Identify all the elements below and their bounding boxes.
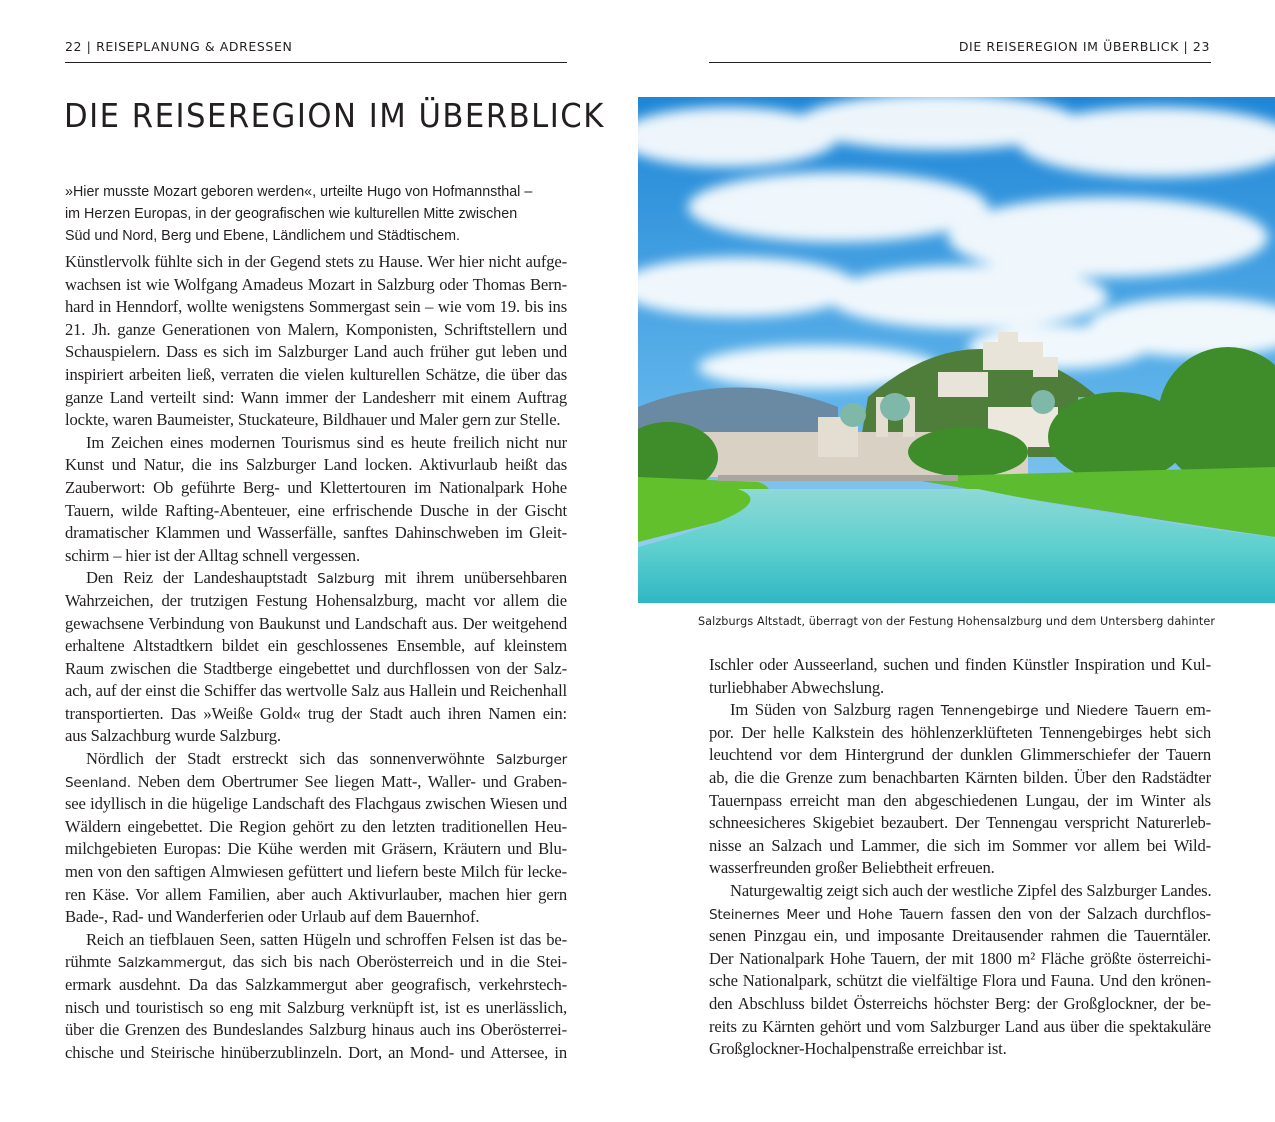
text-line	[65, 680, 567, 703]
text-line	[65, 906, 567, 929]
place-name-highlight: Tennengebirge	[940, 703, 1039, 720]
intro-line: »Hier musste Mozart geboren werden«, urteilte Hugo von Hofmannsthal –	[65, 184, 533, 200]
text-run: ren Käse. Vor allem Familien, aber auch Aktivurlauber, machen hier gern	[65, 884, 567, 904]
text-line	[65, 454, 567, 477]
text-run: Wäldern eingebettet. Die Region gehört zu den letzten traditionellen Heu-	[65, 816, 567, 836]
text-run: see idyllisch in die hügelige Landschaft des Flachgaus zwischen Wiesen und	[65, 794, 567, 814]
text-run: Im Zeichen eines modernen Tourismus sind es heute freilich nicht nur	[86, 432, 567, 452]
text-run: Naturgewaltig zeigt sich auch der westliche Zipfel des Salzburger Landes.	[730, 880, 1212, 900]
text-line	[65, 545, 567, 568]
text-run: ach, auf der einst die Schiffer das wertvolle Salz aus Hallein und Reichenhall	[65, 681, 567, 701]
text-line	[709, 790, 1211, 813]
text-line	[65, 861, 567, 884]
text-line	[65, 703, 567, 726]
text-line	[65, 725, 567, 748]
text-run: Schauspielern. Dass es sich im Salzburger Land auch früher gut leben und	[65, 342, 567, 362]
text-run: hard in Henndorf, wollte wenigstens Sommergast sein – wie vom 19. bis ins	[65, 297, 567, 317]
body-paragraph	[709, 654, 1211, 699]
text-run: inspiriert arbeiten ließ, verraten die vielen kulturellen Schätze, die über das	[65, 364, 567, 384]
text-line	[65, 748, 567, 771]
running-header-left: 22 | REISEPLANUNG & ADRESSEN	[65, 39, 293, 54]
text-line	[65, 567, 567, 590]
text-run: Tauernpass erreicht man den abgeschiedenen Lungau, der im Winter als	[709, 790, 1211, 810]
text-run: rühmte	[65, 952, 118, 972]
text-line	[65, 951, 567, 974]
text-run: Kunst und Natur, die ins Salzburger Land locken. Aktivurlaub heißt das	[65, 455, 567, 475]
text-line	[709, 744, 1211, 767]
text-run: schirm – hier ist der Alltag schnell vergessen.	[65, 545, 360, 565]
text-run: Zauberwort: Ob geführte Berg- und Klettertouren im Nationalpark Hohe	[65, 477, 567, 497]
intro-line: Süd und Nord, Berg und Ebene, Ländlichem und Städtischem.	[65, 228, 461, 244]
text-run: Neben dem Obertrumer See liegen Matt-, Waller- und Graben-	[130, 771, 567, 791]
text-run: Im Süden von Salzburg ragen	[730, 700, 941, 720]
body-paragraph	[65, 567, 567, 748]
text-run: dramatischer Klammen und Wasserfälle, sanftes Dahinschweben im Gleit-	[65, 523, 567, 543]
text-run: Künstlervolk fühlte sich in der Gegend stets zu Hause. Wer hier nicht aufge-	[65, 252, 567, 271]
text-run: schneesicheres Skigebiet bezaubert. Der Tennengau verspricht Naturerleb-	[709, 813, 1211, 833]
text-line	[709, 812, 1211, 835]
text-line	[709, 654, 1211, 677]
text-run: fassen den von der Salzach durchflos-	[943, 903, 1211, 923]
text-line	[709, 970, 1211, 993]
place-name-highlight: Salzburger	[495, 752, 567, 769]
text-line	[65, 274, 567, 297]
text-line	[709, 903, 1211, 926]
text-line	[709, 722, 1211, 745]
place-name-highlight: Steinernes Meer	[709, 906, 820, 923]
text-run: transportierten. Das »Weiße Gold« trug der Stadt auch ihren Namen ein:	[65, 703, 567, 723]
text-line	[709, 767, 1211, 790]
text-line	[65, 432, 567, 455]
text-line	[65, 251, 567, 274]
text-run: Raum zwischen die Stadtberge eingebettet und durchflossen von der Salz-	[65, 658, 567, 678]
text-run: Tauern, wilde Rafting-Abenteuer, eine erfrischende Dusche in der Gischt	[65, 500, 567, 520]
text-run: aus Salzachburg wurde Salzburg.	[65, 726, 281, 746]
text-run: wasserfreunden großer Beliebtheit erfreuen.	[709, 858, 995, 878]
photo-caption: Salzburgs Altstadt, überragt von der Festung Hohensalzburg und dem Untersberg dahinter	[697, 615, 1216, 628]
text-line	[65, 658, 567, 681]
running-header-right: DIE REISEREGION IM ÜBERBLICK | 23	[958, 39, 1210, 54]
text-line	[65, 613, 567, 636]
text-run: über die Grenzen des Bundeslandes Salzburg hinaus auch ins Oberösterrei-	[65, 1020, 567, 1040]
text-run: ganze Land verteilt sind: Wann immer der Landesherr mit einem Auftrag	[65, 387, 567, 407]
text-line	[709, 835, 1211, 858]
text-run: ermark ausdehnt. Da das Salzkammergut aber geografisch, verkehrstech-	[65, 975, 567, 994]
place-name-highlight: Hohe Tauern	[857, 906, 944, 923]
intro-line: im Herzen Europas, in der geografischen wie kulturellen Mitte zwischen	[65, 206, 518, 222]
text-line	[65, 319, 567, 342]
text-run: mit ihrem unübersehbaren	[374, 568, 567, 588]
text-line	[65, 364, 567, 387]
text-run: und	[1038, 700, 1077, 720]
text-line	[65, 590, 567, 613]
text-line	[65, 522, 567, 545]
text-run: wachsen ist wie Wolfgang Amadeus Mozart in Salzburg oder Thomas Bern-	[65, 274, 567, 294]
text-run: Der Nationalpark Hohe Tauern, der mit 1800 m² Fläche größte österreichi-	[709, 948, 1211, 968]
text-line	[65, 500, 567, 523]
body-paragraph	[65, 432, 567, 568]
text-line	[709, 925, 1211, 948]
text-line	[65, 838, 567, 861]
text-run: reits zu Kärnten gehört und vom Salzburger Land aus über die spektakuläre	[709, 1016, 1211, 1036]
text-line	[65, 296, 567, 319]
text-line	[65, 387, 567, 410]
text-line	[65, 1042, 567, 1065]
text-line	[709, 857, 1211, 880]
body-paragraph	[709, 699, 1211, 880]
text-run: sche Nationalpark, schützt die vielfältige Flora und Fauna. Und den krönen-	[709, 971, 1211, 991]
text-run: Ischler oder Ausseerland, suchen und finden Künstler Inspiration und Kul-	[709, 655, 1211, 674]
body-paragraph	[709, 880, 1211, 1061]
text-line	[65, 974, 567, 997]
text-line	[709, 948, 1211, 971]
text-run: por. Der helle Kalkstein des höhlenzerklüfteten Tennengebirges hebt sich	[709, 722, 1211, 742]
text-line	[709, 993, 1211, 1016]
text-run: chische und Steirische hinüberzublinzeln. Dort, an Mond- und Attersee, in	[65, 1042, 567, 1062]
bridge	[718, 475, 958, 481]
header-rule-left	[65, 62, 567, 63]
text-run: nisch und touristisch so eng mit Salzburg verknüpft ist, ist es unerlässlich,	[65, 997, 567, 1017]
text-run: em-	[1178, 700, 1211, 720]
text-line	[65, 771, 567, 794]
text-line	[709, 677, 1211, 700]
place-name-highlight: Seenland.	[65, 774, 131, 791]
chapter-title: DIE REISEREGION IM ÜBERBLICK	[64, 96, 605, 135]
place-name-highlight: Salzkammergut,	[117, 955, 226, 972]
salzburg-photo	[638, 97, 1275, 603]
text-line	[709, 1016, 1211, 1039]
text-line	[65, 816, 567, 839]
text-run: und	[819, 903, 858, 923]
body-paragraph	[65, 748, 567, 929]
text-run: Nördlich der Stadt erstreckt sich das sonnenverwöhnte	[86, 749, 496, 769]
text-line	[65, 635, 567, 658]
text-line	[65, 341, 567, 364]
text-run: gewachsene Verbindung von Baukunst und Landschaft aus. Der weitgehend	[65, 613, 567, 633]
text-line	[709, 1038, 1211, 1061]
text-line	[709, 880, 1211, 903]
text-line	[65, 997, 567, 1020]
text-run: milchgebieten Europas: Die Kühe werden mit Gräsern, Kräutern und Blu-	[65, 839, 567, 859]
text-run: den Abschluss bildet Österreichs höchster Berg: der Großglockner, der be-	[709, 993, 1211, 1013]
text-run: ab, die die Grenze zum benachbarten Kärnten bilden. Über den Radstädter	[709, 767, 1211, 787]
text-run: turliebhaber Abwechslung.	[709, 677, 885, 697]
text-line	[65, 929, 567, 952]
text-line	[65, 1019, 567, 1042]
body-column-right	[709, 654, 1211, 1061]
text-line	[65, 409, 567, 432]
body-paragraph	[65, 251, 567, 432]
place-name-highlight: Niedere Tauern	[1076, 703, 1179, 720]
text-line	[65, 793, 567, 816]
header-rule-right	[709, 62, 1211, 63]
text-run: Bade-, Rad- und Wanderferien oder Urlaub auf dem Bauernhof.	[65, 907, 480, 927]
text-run: Den Reiz der Landeshauptstadt	[86, 568, 318, 588]
body-column-left	[65, 251, 567, 1064]
intro-lead	[65, 181, 605, 247]
text-run: senen Pinzgau ein, und imposante Dreitausender rahmen die Tauerntäler.	[709, 926, 1211, 946]
text-line	[65, 884, 567, 907]
text-run: leuchtend vor dem Hintergrund der dunklen Glimmerschiefer der Tauern	[709, 745, 1211, 765]
text-run: lockte, waren Baumeister, Stuckateure, Bildhauer und Maler gern zur Stelle.	[65, 410, 561, 430]
text-run: das sich bis nach Oberösterreich und in die Stei-	[225, 952, 568, 972]
text-run: erhaltene Altstadtkern bildet ein geschlossenes Ensemble, auf kleinstem	[65, 636, 567, 656]
body-paragraph	[65, 929, 567, 1065]
place-name-highlight: Salzburg	[317, 571, 375, 588]
text-run: Großglockner-Hochalpenstraße erreichbar ist.	[709, 1039, 1007, 1059]
text-run: Wahrzeichen, der trutzigen Festung Hohensalzburg, macht vor allem die	[65, 590, 567, 610]
text-run: Reich an tiefblauen Seen, satten Hügeln und schroffen Felsen ist das be-	[86, 929, 567, 949]
text-run: nisse an Salzach und Lammer, die sich im Sommer vor allem bei Wild-	[709, 835, 1211, 855]
text-run: 21. Jh. ganze Generationen von Malern, Komponisten, Schriftstellern und	[65, 319, 567, 339]
text-line	[709, 699, 1211, 722]
text-run: men von den saftigen Almwiesen gefüttert und liefern beste Milch für lecke-	[65, 862, 567, 882]
text-line	[65, 477, 567, 500]
